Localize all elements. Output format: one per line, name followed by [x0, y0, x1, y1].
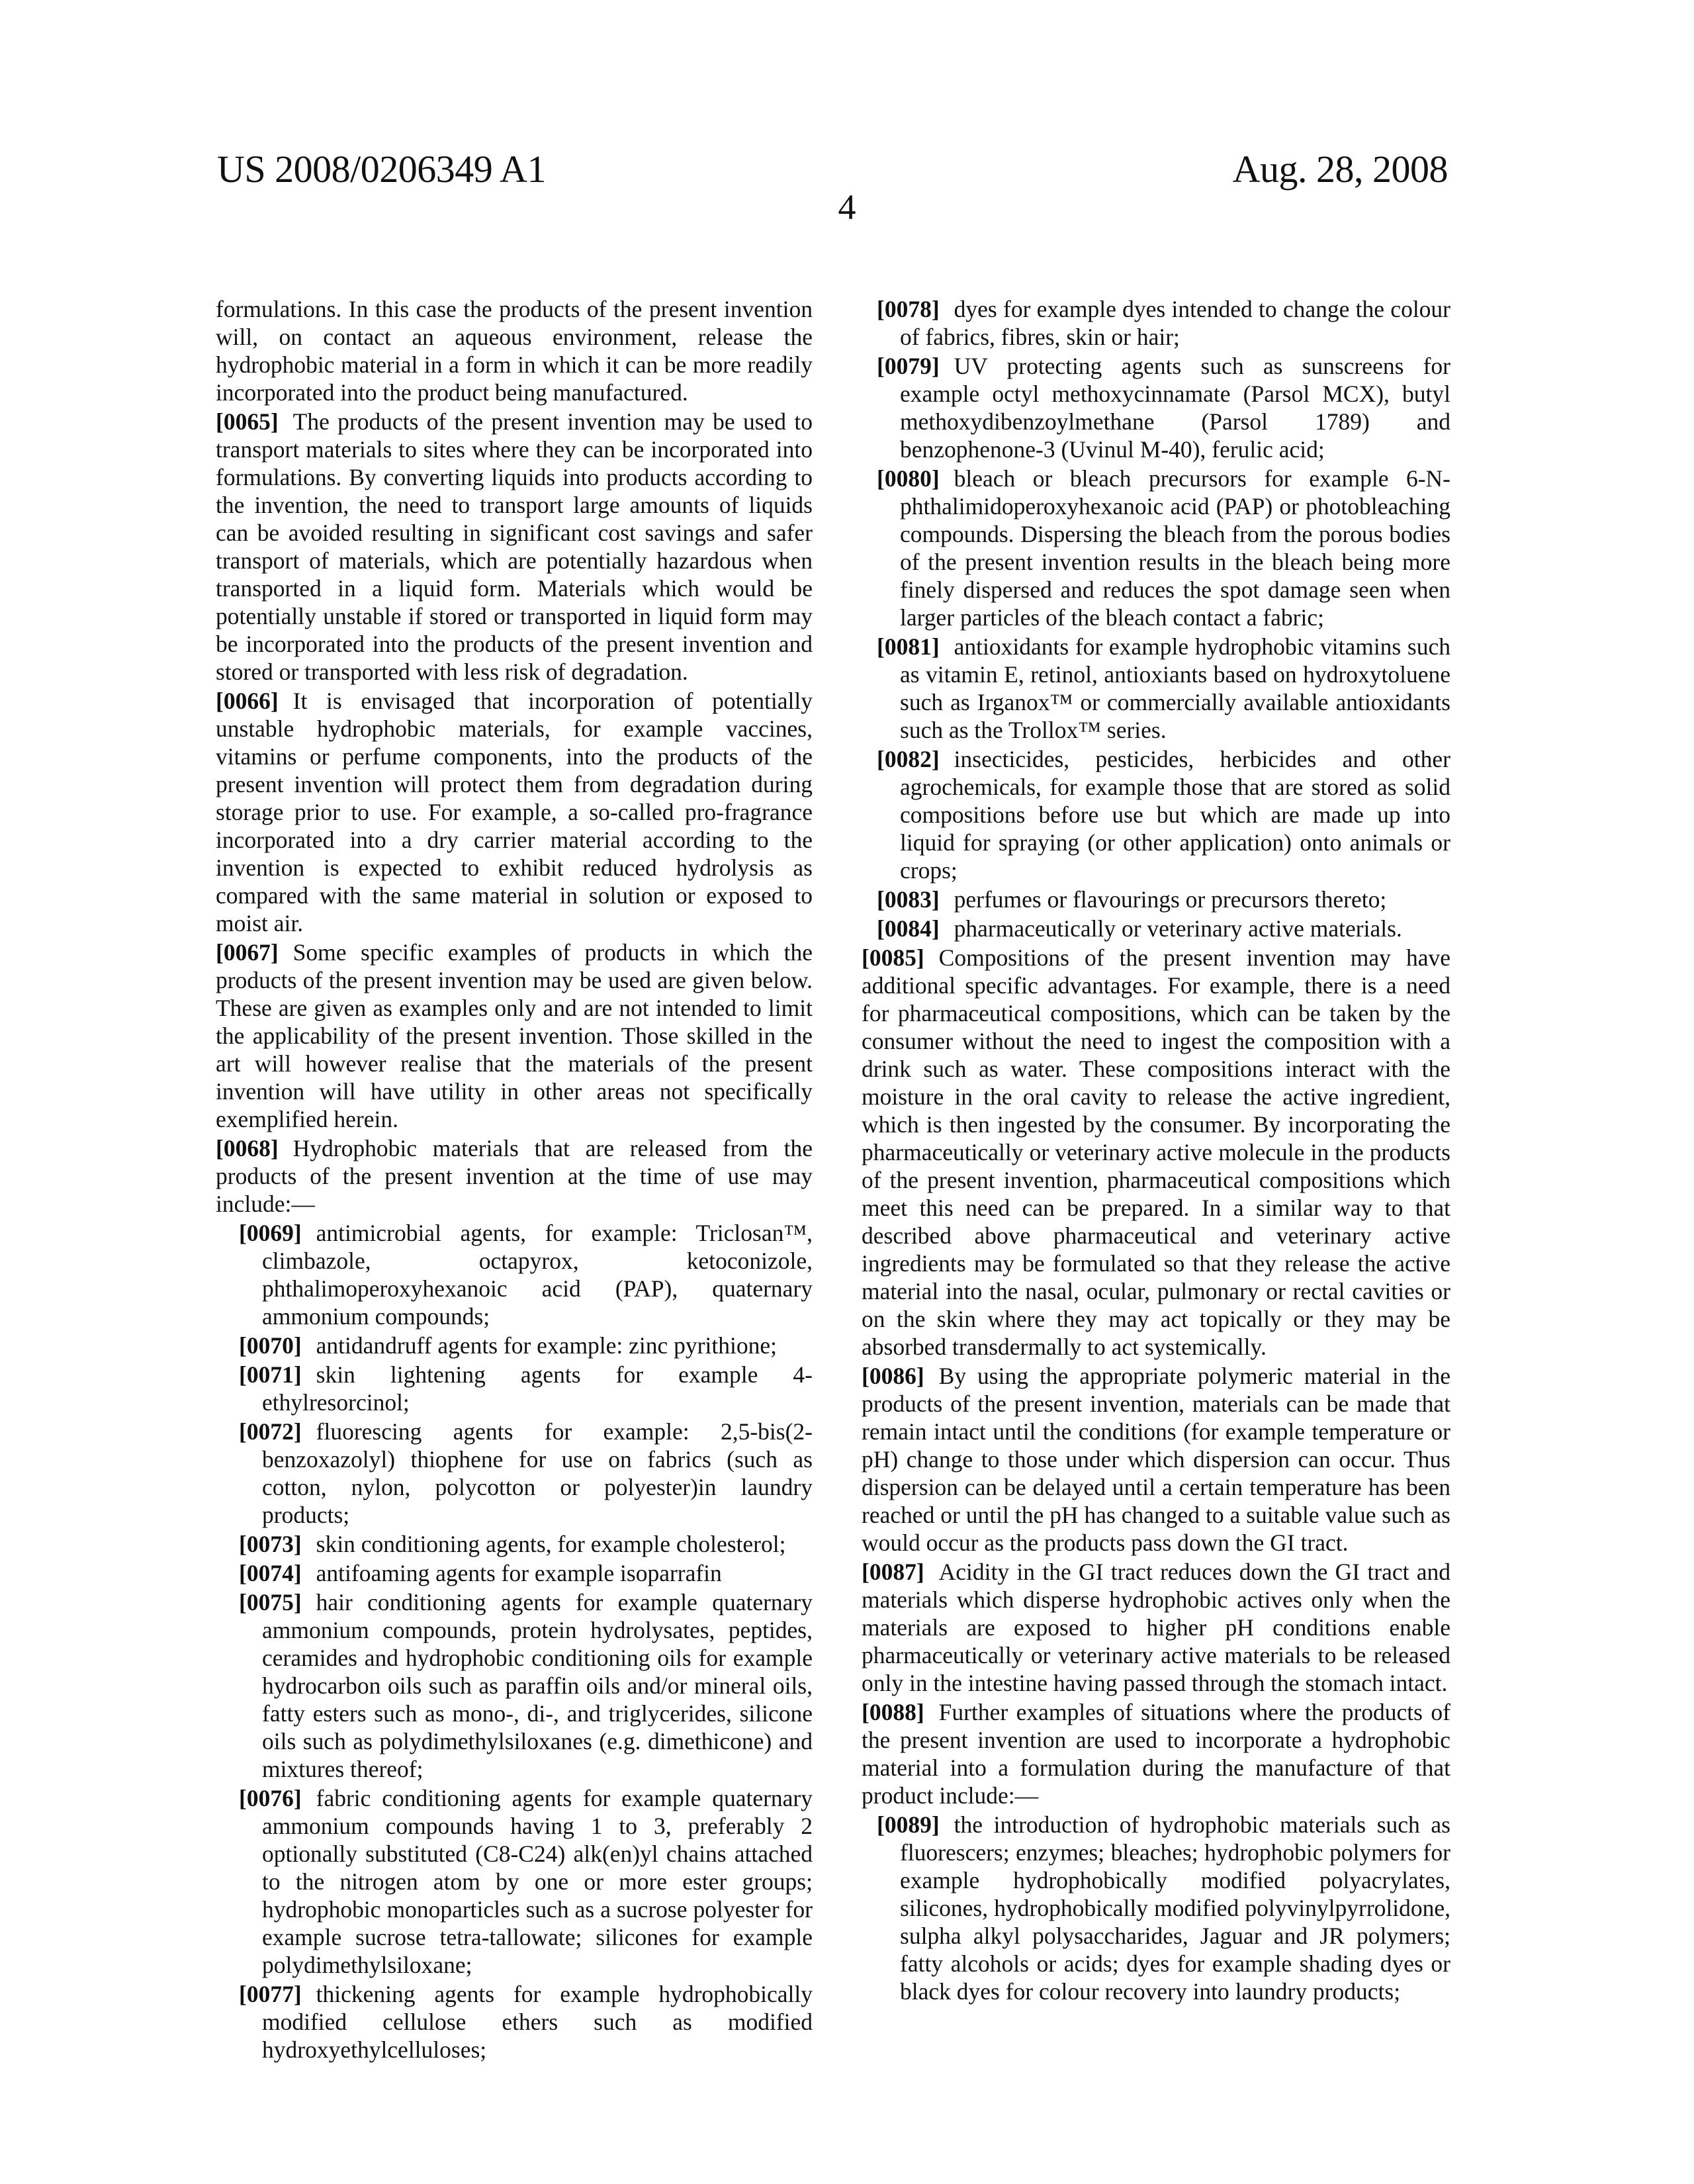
list-item-text: hair conditioning agents for example quaternary ammonium compounds, protein hydrolysates, peptides, ceramides and hydrophobic conditioning oils for example hydrocarbon oils such as paraffin oils and/or mineral oils, fatty esters such as mono-, di-, and triglycerides, silicone oils such as polydimethylsiloxanes (e.g. dimethicone) and mixtures thereof;: [262, 1589, 813, 1782]
paragraph-number: [0083]: [877, 886, 940, 913]
list-item-0083: [862, 886, 1450, 913]
paragraph-number: [0067]: [216, 939, 279, 966]
paragraph-number: [0082]: [877, 746, 940, 772]
left-column: [216, 295, 813, 2065]
list-item-0069: [216, 1219, 813, 1330]
list-item-text: UV protecting agents such as sunscreens for example octyl methoxycinnamate (Parsol MCX), butyl methoxydibenzoylmethane (Parsol 1789) and benzophenone-3 (Uvinul M-40), ferulic acid;: [900, 353, 1450, 463]
paragraph-number: [0078]: [877, 296, 940, 322]
list-item-text: fluorescing agents for example: 2,5-bis(2-benzoxazolyl) thiophene for use on fabrics (such as cotton, nylon, polycotton or polyester)in laundry products;: [262, 1418, 813, 1528]
list-item-0077: [216, 1980, 813, 2064]
paragraph-0068: [216, 1134, 813, 1218]
paragraph-0067: [216, 938, 813, 1133]
list-item-0074: [216, 1559, 813, 1587]
paragraph-number: [0070]: [239, 1332, 302, 1359]
paragraph-text: It is envisaged that incorporation of potentially unstable hydrophobic materials, for example vaccines, vitamins or perfume components, into the products of the present invention will protect them from degradation during storage prior to use. For example, a so-called pro-fragrance incorporated into a dry carrier material according to the invention is expected to exhibit reduced hydrolysis as compared with the same material in solution or exposed to moist air.: [216, 688, 813, 936]
list-item-0084: [862, 915, 1450, 942]
paragraph-number: [0085]: [862, 944, 924, 971]
list-item-text: antidandruff agents for example: zinc pyrithione;: [316, 1332, 777, 1359]
paragraph-text: Compositions of the present invention may have additional specific advantages. For example, there is a need for pharmaceutical compositions, which can be taken by the consumer without the need to ingest the composition with a drink such as water. These compositions interact with the moisture in the oral cavity to release the active ingredient, which is then ingested by the consumer. By incorporating the pharmaceutically or veterinary active molecule in the products of the present invention, pharmaceutical compositions which meet this need can be prepared. In a similar way to that described above pharmaceutical and veterinary active ingredients may be formulated so that they release the active material into the nasal, ocular, pulmonary or rectal cavities or on the skin where they may act topically or they may be absorbed transdermally to act systemically.: [862, 944, 1450, 1360]
list-item-0089: [862, 1811, 1450, 2005]
page-number: 4: [838, 187, 856, 227]
list-item-text: thickening agents for example hydrophobically modified cellulose ethers such as modified hydroxyethylcelluloses;: [262, 1981, 813, 2063]
list-item-0071: [216, 1361, 813, 1416]
paragraph-number: [0073]: [239, 1531, 302, 1557]
paragraph-number: [0076]: [239, 1785, 302, 1811]
paragraph-number: [0088]: [862, 1699, 924, 1725]
list-item-0080: [862, 465, 1450, 631]
list-item-text: perfumes or flavourings or precursors thereto;: [954, 886, 1387, 913]
paragraph-text: Some specific examples of products in which the products of the present invention may be used are given below. These are given as examples only and are not intended to limit the applicability of the present invention. Those skilled in the art will however realise that the materials of the present invention will have utility in other areas not specifically exemplified herein.: [216, 939, 813, 1132]
paragraph-number: [0074]: [239, 1560, 302, 1586]
paragraph-0088: [862, 1698, 1450, 1809]
paragraph-number: [0084]: [877, 915, 940, 942]
paragraph-0065: [216, 408, 813, 686]
paragraph-0086: [862, 1362, 1450, 1557]
paragraph-text: Hydrophobic materials that are released from the products of the present invention at the time of use may include:—: [216, 1135, 813, 1217]
list-item-text: fabric conditioning agents for example quaternary ammonium compounds having 1 to 3, preferably 2 optionally substituted (C8-C24) alk(en)yl chains attached to the nitrogen atom by one or more ester groups; hydrophobic monoparticles such as a sucrose polyester for example sucrose tetra-tallowate; silicones for example polydimethylsiloxane;: [262, 1785, 813, 1978]
list-item-0075: [216, 1588, 813, 1783]
paragraph-number: [0072]: [239, 1418, 302, 1445]
paragraph-number: [0075]: [239, 1589, 302, 1615]
paragraph-number: [0087]: [862, 1559, 924, 1585]
list-item-text: bleach or bleach precursors for example 6-N-phthalimidoperoxyhexanoic acid (PAP) or photobleaching compounds. Dispersing the bleach from the porous bodies of the present invention results in the bleach being more finely dispersed and reduces the spot damage seen when larger particles of the bleach contact a fabric;: [900, 465, 1450, 631]
list-item-0076: [216, 1784, 813, 1979]
paragraph-0087: [862, 1558, 1450, 1697]
list-item-0072: [216, 1418, 813, 1529]
paragraph-number: [0077]: [239, 1981, 302, 2007]
paragraph-0085: [862, 944, 1450, 1361]
publication-date: Aug. 28, 2008: [1232, 148, 1448, 191]
list-item-text: antioxidants for example hydrophobic vitamins such as vitamin E, retinol, antioxiants based on hydroxytoluene such as Irganox™ or commercially available antioxidants such as the Trollox™ series.: [900, 633, 1450, 743]
list-item-0079: [862, 352, 1450, 463]
list-item-text: the introduction of hydrophobic materials such as fluorescers; enzymes; bleaches; hydrophobic polymers for example hydrophobically modified polyacrylates, silicones, hydrophobically modified polyvinylpyrrolidone, sulpha alkyl polysaccharides, Jaguar and JR polymers; fatty alcohols or acids; dyes for example shading dyes or black dyes for colour recovery into laundry products;: [900, 1811, 1450, 2005]
paragraph-number: [0069]: [239, 1220, 302, 1246]
continuation-text: formulations. In this case the products of the present invention will, on contact an aqueous environment, release the hydrophobic material in a form in which it can be more readily incorporated into the product being manufactured.: [216, 296, 813, 406]
paragraph-text: By using the appropriate polymeric material in the products of the present invention, materials can be made that remain intact until the conditions (for example temperature or pH) change to those under which dispersion can occur. Thus dispersion can be delayed until a certain temperature has been reached or until the pH has changed to a suitable value such as would occur as the products pass down the GI tract.: [862, 1363, 1450, 1556]
list-item-text: antifoaming agents for example isoparrafin: [316, 1560, 722, 1586]
paragraph-number: [0089]: [877, 1811, 940, 1838]
paragraph-number: [0081]: [877, 633, 940, 660]
paragraph-number: [0071]: [239, 1361, 302, 1388]
list-item-text: insecticides, pesticides, herbicides and other agrochemicals, for example those that are stored as solid compositions before use but which are made up into liquid for spraying (or other application) onto animals or crops;: [900, 746, 1450, 884]
list-item-0078: [862, 295, 1450, 351]
list-item-0070: [216, 1332, 813, 1359]
paragraph-number: [0065]: [216, 408, 279, 435]
paragraph-number: [0066]: [216, 688, 279, 714]
list-item-text: skin conditioning agents, for example cholesterol;: [316, 1531, 786, 1557]
list-item-text: skin lightening agents for example 4-ethylresorcinol;: [262, 1361, 813, 1416]
list-item-0082: [862, 745, 1450, 884]
paragraph-number: [0068]: [216, 1135, 279, 1161]
paragraph-text: Acidity in the GI tract reduces down the GI tract and materials which disperse hydrophobic actives only when the materials are exposed to higher pH conditions enable pharmaceutically or veterinary active materials to be released only in the intestine having passed through the stomach intact.: [862, 1559, 1450, 1696]
list-item-text: antimicrobial agents, for example: Triclosan™, climbazole, octapyrox, ketoconizole, phthalimoperoxyhexanoic acid (PAP), quaternary ammonium compounds;: [262, 1220, 813, 1330]
list-item-0073: [216, 1530, 813, 1558]
paragraph-0066: [216, 687, 813, 937]
list-item-text: dyes for example dyes intended to change the colour of fabrics, fibres, skin or hair;: [900, 296, 1450, 350]
list-item-text: pharmaceutically or veterinary active materials.: [954, 915, 1402, 942]
patent-number: US 2008/0206349 A1: [217, 148, 546, 191]
right-column: [862, 295, 1450, 2007]
list-item-0081: [862, 633, 1450, 744]
paragraph-number: [0079]: [877, 353, 940, 379]
paragraph-number: [0086]: [862, 1363, 924, 1389]
paragraph-text: Further examples of situations where the products of the present invention are used to incorporate a hydrophobic material into a formulation during the manufacture of that product include:—: [862, 1699, 1450, 1809]
paragraph-text: The products of the present invention may be used to transport materials to sites where they can be incorporated into formulations. By converting liquids into products according to the invention, the need to transport large amounts of liquids can be avoided resulting in significant cost savings and safer transport of materials, which are potentially hazardous when transported in a liquid form. Materials which would be potentially unstable if stored or transported in liquid form may be incorporated into the products of the present invention and stored or transported with less risk of degradation.: [216, 408, 813, 685]
paragraph-number: [0080]: [877, 465, 940, 492]
